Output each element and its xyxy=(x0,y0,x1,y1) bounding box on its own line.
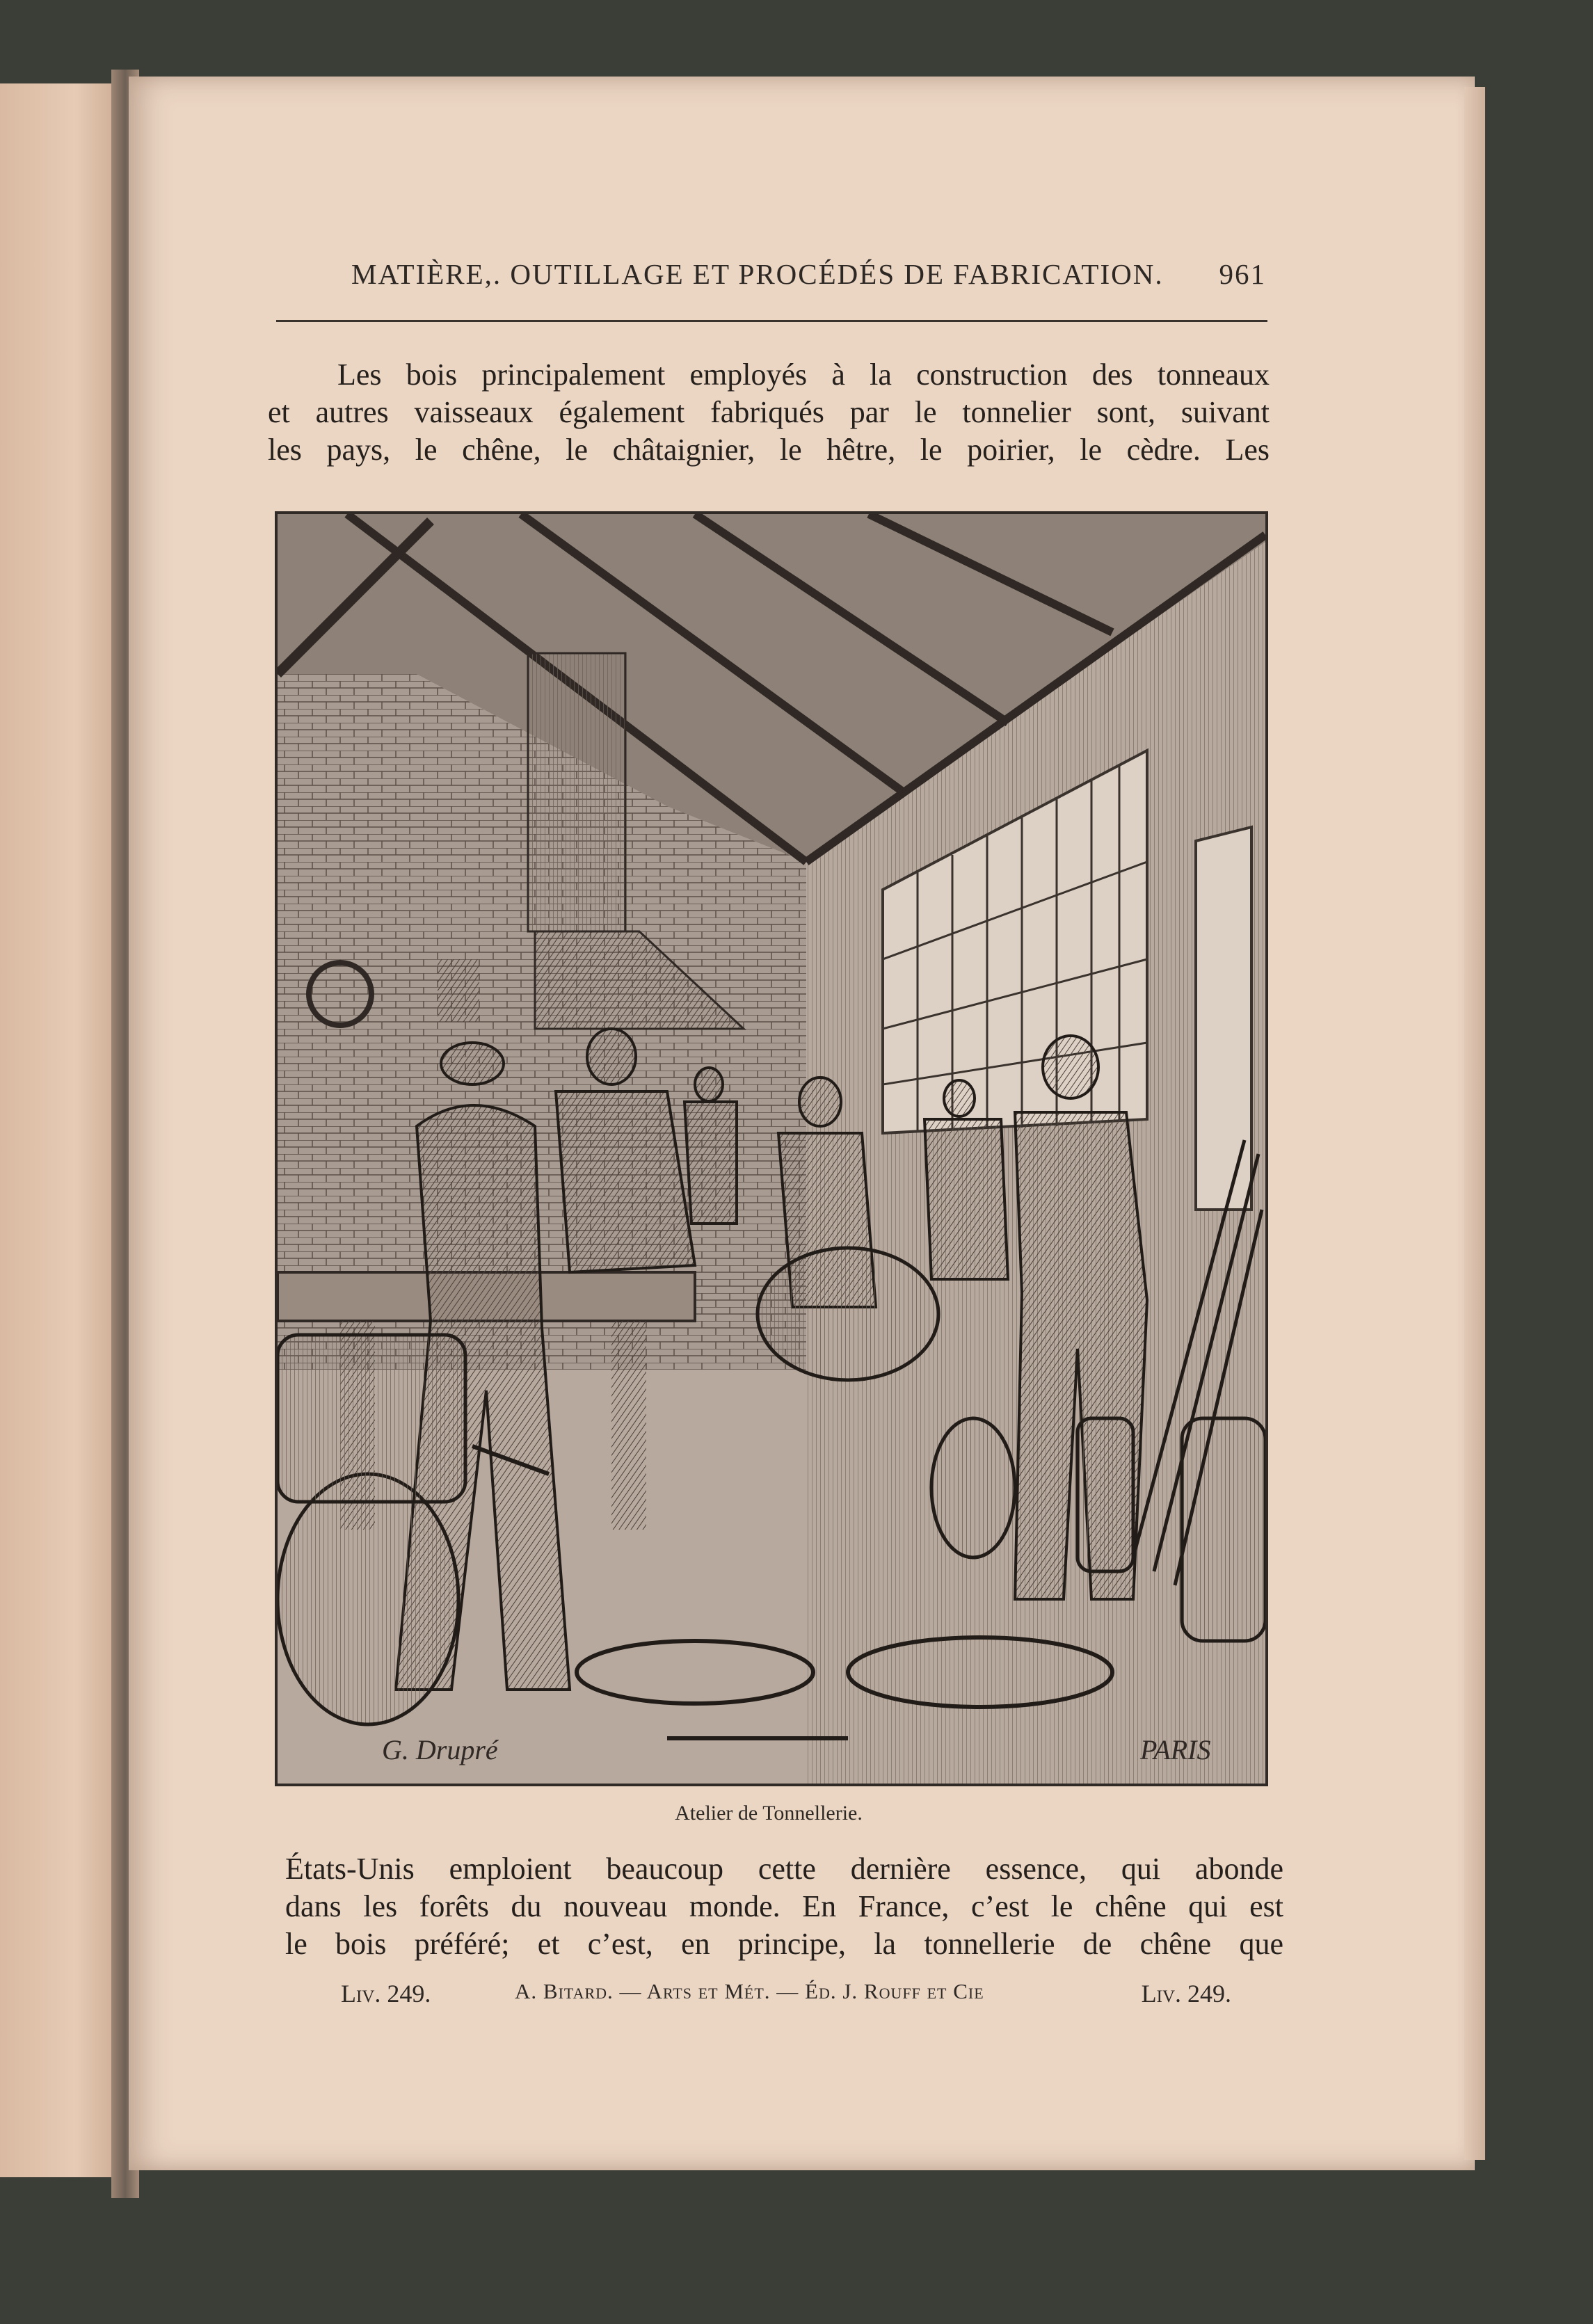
figure-caption: Atelier de Tonnellerie. xyxy=(675,1802,863,1825)
page-stack-edge xyxy=(1464,87,1485,2160)
text-line: Les bois principalement employés à la construction des tonneaux xyxy=(337,358,1270,392)
paragraph-top xyxy=(268,356,1270,469)
artist-signature: G. Drupré xyxy=(382,1734,498,1765)
workshop-engraving xyxy=(278,514,1265,1784)
footer-left: Liv. 249. xyxy=(341,1980,431,2008)
page-number: 961 xyxy=(1219,258,1266,290)
page-footer xyxy=(327,1979,1231,2014)
header-rule xyxy=(276,320,1267,322)
footer-right: Liv. 249. xyxy=(1141,1980,1231,2008)
text-line: dans les forêts du nouveau monde. En France, c’est le chêne qui est xyxy=(285,1889,1283,1923)
text-line: le bois préféré; et c’est, en principe, la tonnellerie de chêne que xyxy=(285,1927,1283,1961)
facing-page-edge xyxy=(0,83,125,2177)
footer-center: A. Bitard. — Arts et Mét. — Éd. J. Rouff et Cie xyxy=(515,1979,984,2003)
text-line: les pays, le chêne, le châtaignier, le hêtre, le poirier, le cèdre. Les xyxy=(268,433,1270,467)
running-head-title: MATIÈRE,. OUTILLAGE ET PROCÉDÉS DE FABRICATION. xyxy=(351,258,1164,290)
text-line: États-Unis emploient beaucoup cette dernière essence, qui abonde xyxy=(285,1852,1283,1886)
engraver-signature: PARIS xyxy=(1140,1734,1211,1765)
running-head xyxy=(337,257,1266,299)
text-line: et autres vaisseaux également fabriqués par le tonnelier sont, suivant xyxy=(268,395,1270,429)
paragraph-bottom xyxy=(285,1850,1283,1963)
engraving-illustration xyxy=(275,511,1268,1786)
